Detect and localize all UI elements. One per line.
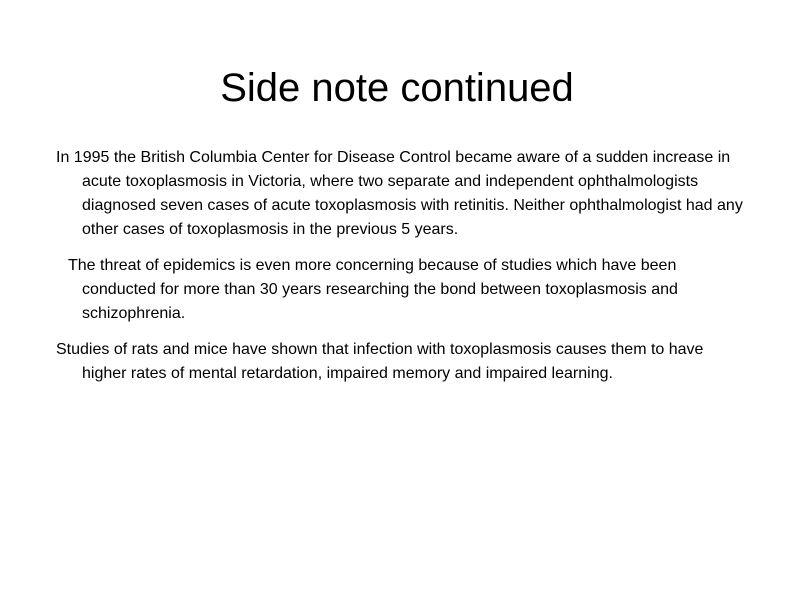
paragraph-rodent-studies: Studies of rats and mice have shown that infection with toxoplasmosis causes them to have higher rates of mental retardation, impaired memory and impaired learning. bbox=[56, 341, 704, 382]
paragraph-1995-outbreak: In 1995 the British Columbia Center for Disease Control became aware of a sudden increase in acute toxoplasmosis in Victoria, where two separate and independent ophthalmologists diagnosed seven cases of acute toxoplasmosis with retinitis. Neither ophthalmologist had any other cases of toxoplasmosis in the previous 5 years. bbox=[56, 149, 743, 238]
slide-body bbox=[56, 146, 746, 398]
paragraph-epidemic-threat: The threat of epidemics is even more concerning because of studies which have been conducted for more than 30 years researching the bond between toxoplasmosis and schizophrenia. bbox=[68, 257, 678, 322]
slide-title: Side note continued bbox=[220, 66, 574, 110]
